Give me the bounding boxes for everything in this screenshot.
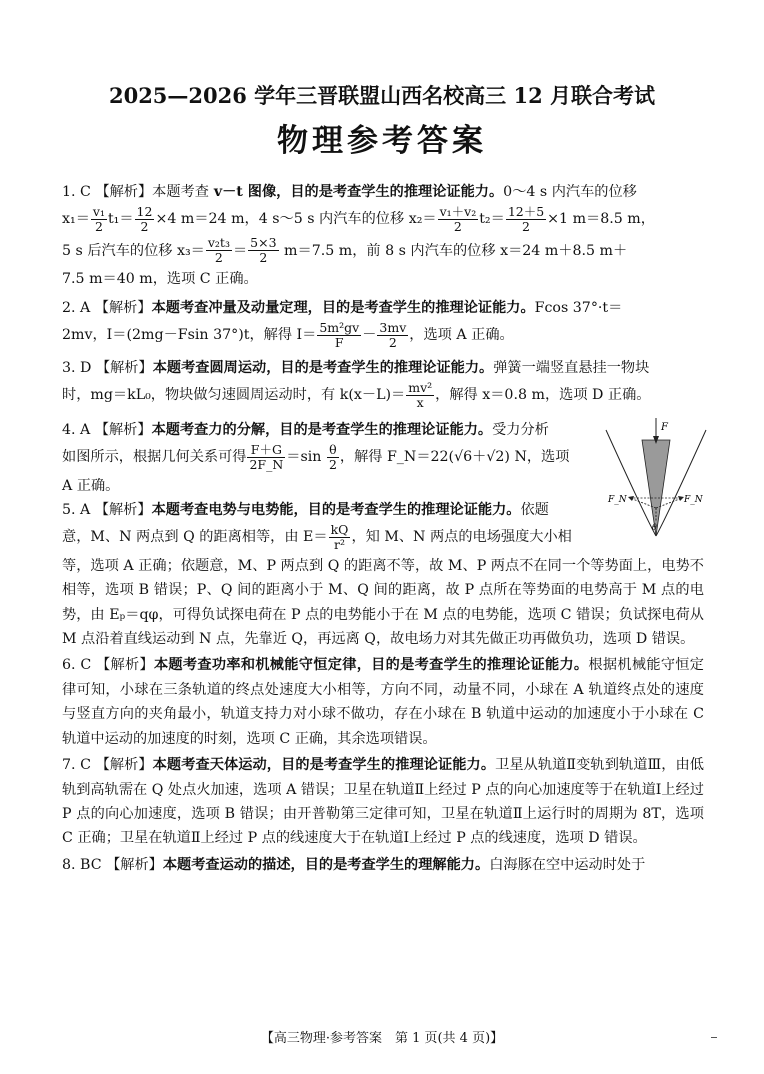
q2-frac2-den: 2 bbox=[388, 334, 397, 350]
answer-item-6 bbox=[62, 653, 704, 751]
q1-frac5 bbox=[206, 236, 232, 265]
q2-frac2-num: 3mv bbox=[379, 319, 407, 335]
q3-topic: 本题考查圆周运动，目的是考查学生的推理论证能力。 bbox=[152, 359, 494, 376]
q2-head: 2. A 【解析】 bbox=[62, 299, 152, 316]
q8-head: 8. BC 【解析】 bbox=[62, 856, 163, 873]
q5-frac1-den: r² bbox=[334, 536, 346, 552]
q1-frac4-den: 2 bbox=[522, 218, 530, 234]
answer-key-title: 物理参考答案 bbox=[277, 123, 487, 159]
q5-topic: 本题考查电势与电势能，目的是考查学生的推理论证能力。 bbox=[151, 501, 521, 518]
q2-text1: Fcos 37°·t＝ bbox=[534, 299, 623, 316]
q3-l2a: 时，mg＝kL₀，物块做匀速圆周运动时，有 k(x－L)＝ bbox=[62, 387, 406, 404]
q4-topic: 本题考查力的分解，目的是考查学生的推理论证能力。 bbox=[151, 421, 493, 438]
q3-frac1 bbox=[406, 381, 434, 410]
q1-frac4-num: 12＋5 bbox=[507, 203, 545, 219]
q4-frac1-num: F＋G bbox=[247, 443, 285, 458]
q4-frac1 bbox=[247, 443, 285, 472]
q1-frac6 bbox=[248, 236, 278, 265]
force-diagram bbox=[600, 418, 712, 540]
q7-head: 7. C 【解析】 bbox=[62, 757, 153, 774]
q7-text: 卫星从轨道Ⅱ变轨到轨道Ⅲ，由低轨到高轨需在 Q 处点火加速，选项 A 错误；卫星在轨道Ⅱ上经过 P 点的向心加速度等于在轨道Ⅰ上经过 P 点的向心加速度，选项 B 错误；由开普勒第三定律可知，卫星在轨道Ⅱ上运行时的周期为 8T，选项 C 正确；卫星在轨道Ⅱ上经过 P 点的线速度大于在轨道Ⅰ上经过 P 点的线速度，选项 D 错误。 bbox=[62, 757, 704, 847]
q4-l2c: ，解得 F_N＝22(√6＋√2) N，选项 bbox=[339, 449, 570, 466]
q5-l2a: 意，M、N 两点到 Q 的距离相等，由 E＝ bbox=[62, 529, 328, 546]
answer-item-1 bbox=[62, 180, 704, 292]
q4-head: 4. A 【解析】 bbox=[62, 421, 152, 438]
q1-line2 bbox=[62, 204, 704, 236]
q1-frac3 bbox=[438, 205, 479, 234]
q4-l2b: ＝sin bbox=[286, 449, 326, 466]
q1-frac3-num: v₁＋v₂ bbox=[439, 203, 477, 219]
q1-frac4 bbox=[506, 205, 546, 234]
q3-text1: 弹簧一端竖直悬挂一物块 bbox=[493, 359, 650, 376]
q1-frac1 bbox=[91, 205, 107, 234]
corner-mark bbox=[711, 1037, 717, 1038]
q3-head: 3. D 【解析】 bbox=[62, 359, 153, 376]
q4-line3: A 正确。 bbox=[62, 477, 120, 494]
q6-head: 6. C 【解析】 bbox=[62, 657, 154, 674]
answer-item-7 bbox=[62, 753, 704, 851]
q2-l2c: ，选项 A 正确。 bbox=[409, 327, 514, 344]
q1-frac5-num: v₂t₃ bbox=[207, 235, 230, 251]
q5-text1: 依题 bbox=[520, 501, 549, 518]
q4-frac2-num: θ bbox=[327, 443, 339, 458]
q8-topic: 本题考查运动的描述，目的是考查学生的理解能力。 bbox=[162, 856, 490, 873]
q7-topic: 本题考查天体运动，目的是考查学生的推理论证能力。 bbox=[152, 757, 496, 774]
q1-frac1-den: 2 bbox=[94, 218, 103, 234]
q1-head: 1. C 【解析】本题考查 bbox=[62, 184, 209, 200]
q3-frac1-num: mv² bbox=[408, 379, 433, 395]
q1-line3 bbox=[62, 236, 704, 268]
q1-frac1-num: v₁ bbox=[92, 203, 105, 219]
q1-frac6-num: 5×3 bbox=[250, 235, 277, 251]
q5-frac1 bbox=[329, 523, 351, 552]
q4-frac2-den: 2 bbox=[328, 456, 337, 472]
q1-l2c: ×4 m＝24 m，4 s～5 s 内汽车的位移 x₂＝ bbox=[155, 211, 437, 228]
q1-l3a: 5 s 后汽车的位移 x₃＝ bbox=[62, 242, 205, 259]
q1-l3c: m＝7.5 m，前 8 s 内汽车的位移 x＝24 m＋8.5 m＋ bbox=[279, 242, 628, 259]
q5-l2b: ，知 M、N 两点的电场强度大小相 bbox=[351, 529, 572, 546]
q2-l2a: 2mv，I＝(2mg－Fsin 37°)t，解得 I＝ bbox=[62, 327, 317, 344]
fig-label-theta: θ bbox=[652, 522, 657, 532]
q5-frac1-num: kQ bbox=[330, 521, 349, 537]
q2-l2b: － bbox=[362, 327, 377, 344]
q5-head: 5. A 【解析】 bbox=[62, 501, 152, 518]
answer-item-8 bbox=[62, 853, 704, 877]
answer-item-2 bbox=[62, 296, 704, 352]
q1-l2b: t₁＝ bbox=[107, 211, 134, 228]
q2-frac1-num: 5m²gv bbox=[319, 319, 360, 335]
answer-body bbox=[62, 180, 704, 877]
q5-rest: 等，选项 A 正确；依题意，M、P 两点到 Q 的距离不等，故 M、P 两点不在同一个等势面上，电势不相等，选项 B 错误；P、Q 间的距离小于 M、Q 间的距离，故 P 点所在等势面的电势高于 M 点的电势，由 Eₚ＝qφ，可得负试探电荷在 P 点的电势能小于在 M 点的电势能，选项 C 错误；负试探电荷从 M 点沿着直线运动到 N 点，先靠近 Q，再远离 Q，故电场力对其先做正功再做负功，选项 D 错误。 bbox=[62, 557, 704, 648]
q2-frac1-den: F bbox=[334, 334, 344, 350]
q2-frac1 bbox=[317, 321, 361, 350]
answer-item-3 bbox=[62, 356, 704, 412]
q6-text: 根据机械能守恒定律可知，小球在三条轨道的终点处速度大小相等，方向不同，动量不同，小球在 A 轨道终点处的速度与竖直方向的夹角最小，轨道支持力对小球不做功，存在小球在 B 轨道中运动的加速度小于小球在 C 轨道中运动的加速度的时刻，选项 C 正确，其余选项错误。 bbox=[62, 657, 704, 747]
q4-l2a: 如图所示，根据几何关系可得 bbox=[62, 449, 247, 466]
q2-line2 bbox=[62, 320, 704, 352]
q1-frac3-den: 2 bbox=[453, 218, 462, 234]
q1-l2d: t₂＝ bbox=[479, 211, 505, 228]
q1-topic: v－t 图像，目的是考查学生的推理论证能力。 bbox=[208, 184, 504, 200]
q1-l2e: ×1 m＝8.5 m， bbox=[547, 211, 655, 228]
q3-line2 bbox=[62, 380, 704, 412]
fig-label-FN-left: F_N bbox=[608, 494, 627, 505]
fig-label-FN-right: F_N bbox=[684, 494, 703, 505]
q3-frac1-den: x bbox=[416, 394, 424, 410]
q1-frac2-den: 2 bbox=[140, 218, 149, 234]
q4-text1: 受力分析 bbox=[492, 421, 549, 438]
q1-l2a: x₁＝ bbox=[62, 211, 90, 228]
q1-frac2-num: 12 bbox=[136, 203, 153, 219]
q1-frac5-den: 2 bbox=[214, 250, 223, 266]
exam-title: 2025—2026 学年三晋联盟山西名校高三 12 月联合考试 bbox=[108, 83, 656, 108]
q2-topic: 本题考查冲量及动量定理，目的是考查学生的推理论证能力。 bbox=[151, 299, 535, 316]
page-footer: 【高三物理·参考答案 第 1 页(共 4 页)】 bbox=[260, 1031, 504, 1046]
q6-topic: 本题考查功率和机械能守恒定律，目的是考查学生的推理论证能力。 bbox=[153, 657, 589, 674]
q1-line4: 7.5 m＝40 m，选项 C 正确。 bbox=[62, 271, 258, 288]
q1-frac2 bbox=[135, 205, 155, 234]
q1-text1: 0～4 s 内汽车的位移 bbox=[503, 184, 637, 200]
q1-frac6-den: 2 bbox=[259, 250, 268, 266]
q4-frac2 bbox=[327, 443, 339, 472]
q8-text: 白海豚在空中运动时处于 bbox=[489, 856, 646, 873]
fig-label-F: F bbox=[661, 421, 668, 433]
q4-frac1-den: 2F_N bbox=[249, 456, 284, 472]
q1-l3b: ＝ bbox=[232, 242, 248, 259]
q2-frac2 bbox=[377, 321, 408, 350]
q3-l2b: ，解得 x＝0.8 m，选项 D 正确。 bbox=[435, 387, 651, 404]
